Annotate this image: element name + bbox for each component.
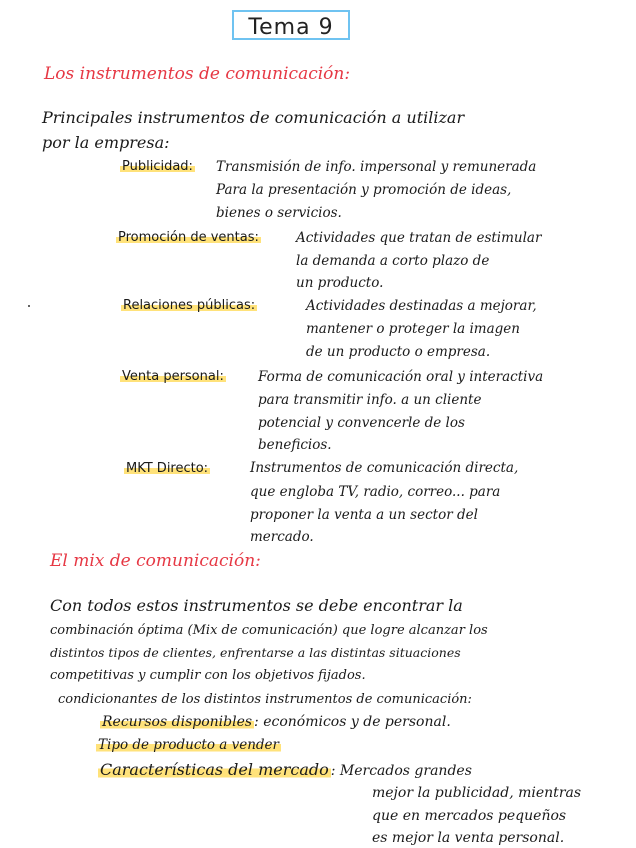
condition-caracteristicas-term: Características del mercado bbox=[100, 760, 329, 779]
mkt-line-3: proponer la venta a un sector del bbox=[250, 507, 478, 523]
venta-line-2: para transmitir info. a un cliente bbox=[258, 392, 482, 408]
publicidad-line-1: Transmisión de info. impersonal y remunerada bbox=[216, 159, 537, 175]
venta-line-4: beneficios. bbox=[258, 437, 332, 453]
condition-caracteristicas-rest: : Mercados grandes bbox=[330, 763, 472, 779]
conditions-heading: condicionantes de los distintos instrumentos de comunicación: bbox=[58, 692, 472, 707]
title-box bbox=[232, 10, 350, 40]
market-line-3: es mejor la venta personal. bbox=[372, 830, 565, 846]
promocion-line-2: la demanda a corto plazo de bbox=[296, 253, 490, 269]
mkt-line-2: que engloba TV, radio, correo... para bbox=[250, 484, 501, 500]
publicidad-line-2: Para la presentación y promoción de ideas, bbox=[216, 182, 512, 198]
promocion-line-3: un producto. bbox=[296, 275, 384, 291]
condition-recursos-rest: : económicos y de personal. bbox=[254, 714, 451, 730]
condition-tipo-producto-term: Tipo de producto a vender bbox=[98, 737, 280, 753]
page-title: Tema 9 bbox=[248, 15, 334, 40]
venta-line-3: potencial y convencerle de los bbox=[258, 415, 465, 431]
market-line-1: mejor la publicidad, mientras bbox=[372, 785, 582, 801]
condition-recursos bbox=[100, 715, 451, 729]
mkt-line-1: Instrumentos de comunicación directa, bbox=[250, 460, 519, 476]
venta-line-1: Forma de comunicación oral y interactiva bbox=[258, 369, 544, 385]
relaciones-line-3: de un producto o empresa. bbox=[306, 344, 491, 360]
term-relaciones-publicas: Relaciones públicas: bbox=[123, 298, 256, 313]
term-promocion-ventas: Promoción de ventas: bbox=[118, 230, 259, 245]
ink-dot bbox=[28, 305, 30, 307]
condition-recursos-term: Recursos disponibles bbox=[102, 714, 253, 730]
term-venta-personal: Venta personal: bbox=[122, 369, 224, 384]
market-line-2: que en mercados pequeños bbox=[372, 808, 567, 824]
condition-tipo-producto bbox=[96, 739, 281, 753]
term-publicidad: Publicidad: bbox=[122, 159, 193, 174]
section-heading-mix: El mix de comunicación: bbox=[50, 551, 261, 571]
section-heading-instruments: Los instrumentos de comunicación: bbox=[44, 64, 351, 84]
mix-paragraph-line-2: combinación óptima (Mix de comunicación) que logre alcanzar los bbox=[50, 623, 488, 638]
mix-paragraph-line-1: Con todos estos instrumentos se debe encontrar la bbox=[50, 596, 463, 615]
promocion-line-1: Actividades que tratan de estimular bbox=[296, 230, 542, 246]
mix-paragraph-line-3: distintos tipos de clientes, enfrentarse a las distintas situaciones bbox=[50, 645, 461, 660]
relaciones-line-1: Actividades destinadas a mejorar, bbox=[306, 298, 537, 314]
mix-paragraph-line-4: competitivas y cumplir con los objetivos fijados. bbox=[50, 668, 366, 683]
relaciones-line-2: mantener o proteger la imagen bbox=[306, 321, 520, 337]
term-mkt-directo: MKT Directo: bbox=[126, 461, 209, 476]
mkt-line-4: mercado. bbox=[250, 529, 314, 545]
publicidad-line-3: bienes o servicios. bbox=[216, 205, 342, 221]
condition-caracteristicas bbox=[98, 762, 472, 778]
intro-line-1: Principales instrumentos de comunicación a utilizar bbox=[42, 108, 465, 127]
intro-line-2: por la empresa: bbox=[42, 133, 170, 152]
